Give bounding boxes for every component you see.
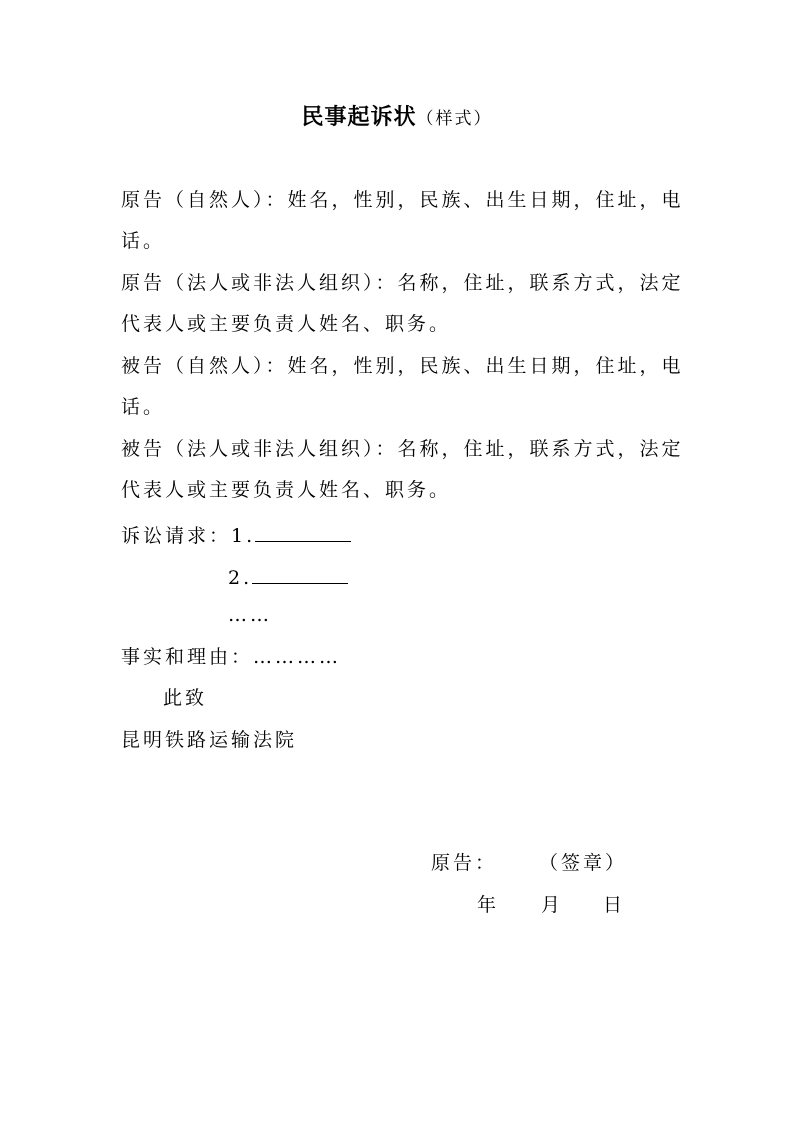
court-name: 昆明铁路运输法院 <box>121 729 298 751</box>
plaintiff-natural-line-2: 话。 <box>121 230 166 252</box>
facts-row <box>121 648 341 667</box>
plaintiff-org-line-1: 原告（法人或非法人组织）：名称，住址，联系方式，法定 <box>121 272 684 294</box>
signature-seal: （签章） <box>539 852 628 874</box>
claims-ellipsis: …… <box>228 604 272 626</box>
plaintiff-org-line-2: 代表人或主要负责人姓名、职务。 <box>121 313 452 335</box>
claims-row-2 <box>228 565 348 588</box>
closing-respect: 此致 <box>163 687 208 709</box>
title-sub: （样式） <box>416 109 493 129</box>
document-title <box>0 100 794 131</box>
claim-item-1-blank <box>255 523 351 542</box>
defendant-org-line-1: 被告（法人或非法人组织）：名称，住址，联系方式，法定 <box>121 438 684 460</box>
date-year: 年 <box>477 894 500 916</box>
defendant-org-line-2: 代表人或主要负责人姓名、职务。 <box>121 479 452 501</box>
signature-plaintiff-label: 原告： <box>431 852 498 874</box>
facts-value: ………… <box>253 646 342 668</box>
date-month: 月 <box>541 894 564 916</box>
facts-label: 事实和理由： <box>121 646 254 668</box>
claim-item-1-number: 1. <box>231 525 256 547</box>
plaintiff-natural-line-1: 原告（自然人）：姓名，性别，民族、出生日期，住址，电 <box>121 189 684 211</box>
claims-row-1 <box>121 523 351 546</box>
defendant-natural-line-1: 被告（自然人）：姓名，性别，民族、出生日期，住址，电 <box>121 355 684 377</box>
claims-label: 诉讼请求： <box>121 525 232 547</box>
date-day: 日 <box>603 894 626 916</box>
claim-item-2-number: 2. <box>228 567 253 589</box>
title-main: 民事起诉状 <box>301 104 417 130</box>
claim-item-2-blank <box>252 565 348 584</box>
defendant-natural-line-2: 话。 <box>121 396 166 418</box>
